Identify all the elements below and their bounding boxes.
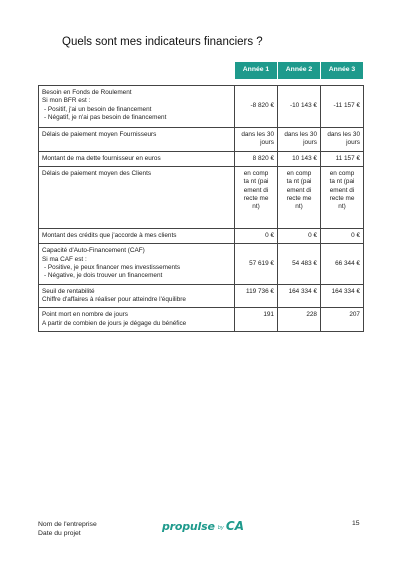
row-caf-value-y3: 66 344 € [321, 244, 364, 284]
row-bfr-value-y1: -8 820 € [235, 86, 278, 128]
row-caf-value-y2: 54 483 € [278, 244, 321, 284]
page-number: 15 [352, 520, 360, 527]
row-seuil-rentabilite [39, 284, 364, 308]
row-caf [39, 244, 364, 284]
row-delai-fournisseurs-label: Délais de paiement moyen Fournisseurs [39, 128, 235, 152]
row-bfr-title: Besoin en Fonds de Roulement [42, 89, 132, 96]
row-seuil-rentabilite-label [39, 284, 235, 308]
row-delai-clients-value-y3: en compta nt (paiement directe ment) [321, 166, 364, 228]
row-point-mort-value-y2: 228 [278, 308, 321, 332]
row-delai-clients-value-y2: en compta nt (paiement directe ment) [278, 166, 321, 228]
footer-company-name: Nom de l'entreprise [38, 521, 97, 528]
row-point-mort-subtitle: A partir de combien de jours je dégage du bénéfice [42, 319, 187, 327]
row-dette-fournisseur-label: Montant de ma dette fournisseur en euros [39, 151, 235, 166]
row-point-mort-value-y3: 207 [321, 308, 364, 332]
row-credits-clients-label: Montant des crédits que j'accorde à mes clients [39, 228, 235, 243]
header-year-2: Année 2 [278, 62, 321, 80]
row-credits-clients-value-y2: 0 € [278, 228, 321, 243]
row-caf-title: Capacité d'Auto-Financement (CAF) [42, 247, 145, 255]
row-caf-bullet: - Négative, je dois trouver un financement [44, 272, 163, 280]
row-credits-clients [39, 228, 364, 243]
row-delai-clients-value-y1: en compta nt (paiement directe ment) [235, 166, 278, 228]
header-empty-cell [39, 62, 235, 80]
row-credits-clients-value-y1: 0 € [235, 228, 278, 243]
row-delai-clients-label: Délais de paiement moyen des Clients [39, 166, 235, 228]
propulse-logo [162, 519, 244, 533]
row-bfr-value-y2: -10 143 € [278, 86, 321, 128]
row-caf-subtitle: Si ma CAF est : [42, 255, 87, 263]
row-dette-fournisseur-value-y3: 11 157 € [321, 151, 364, 166]
table-header-row [39, 62, 364, 80]
financial-indicators-table [38, 61, 364, 332]
row-bfr-value-y3: -11 157 € [321, 86, 364, 128]
row-seuil-value-y1: 119 736 € [235, 284, 278, 308]
row-delai-fournisseurs-value-y3: dans les 30 jours [321, 128, 364, 152]
row-dette-fournisseur-value-y1: 8 820 € [235, 151, 278, 166]
row-point-mort-label [39, 308, 235, 332]
header-year-1: Année 1 [235, 62, 278, 80]
row-point-mort-title: Point mort en nombre de jours [42, 311, 128, 319]
row-dette-fournisseur-value-y2: 10 143 € [278, 151, 321, 166]
row-caf-label [39, 244, 235, 284]
row-point-mort-value-y1: 191 [235, 308, 278, 332]
row-caf-value-y1: 57 619 € [235, 244, 278, 284]
footer-project-info [38, 520, 97, 538]
row-bfr-label [39, 86, 235, 128]
header-year-3: Année 3 [321, 62, 364, 80]
logo-by: by [217, 525, 224, 531]
row-bfr-bullet: - Négatif, je n'ai pas besoin de financement [44, 113, 167, 121]
row-seuil-value-y2: 164 334 € [278, 284, 321, 308]
row-delai-fournisseurs-value-y2: dans les 30 jours [278, 128, 321, 152]
row-dette-fournisseur [39, 151, 364, 166]
row-bfr [39, 86, 364, 128]
row-caf-bullet: - Positive, je peux financer mes investissements [44, 263, 181, 271]
row-point-mort [39, 308, 364, 332]
row-delai-fournisseurs-value-y1: dans les 30 jours [235, 128, 278, 152]
row-bfr-subtitle: Si mon BFR est : [42, 97, 91, 105]
page-title: Quels sont mes indicateurs financiers ? [62, 36, 263, 48]
row-delai-clients [39, 166, 364, 228]
row-seuil-title: Seuil de rentabilité [42, 287, 95, 295]
row-seuil-value-y3: 164 334 € [321, 284, 364, 308]
row-bfr-bullet: - Positif, j'ai un besoin de financement [44, 105, 152, 113]
logo-wordmark: propulse [162, 520, 215, 533]
row-seuil-subtitle: Chiffre d'affaires à réaliser pour atteindre l'équilibre [42, 295, 186, 303]
row-credits-clients-value-y3: 0 € [321, 228, 364, 243]
footer-project-date: Date du projet [38, 530, 81, 538]
row-delai-fournisseurs [39, 128, 364, 152]
logo-ca-mark: CA [225, 519, 244, 533]
